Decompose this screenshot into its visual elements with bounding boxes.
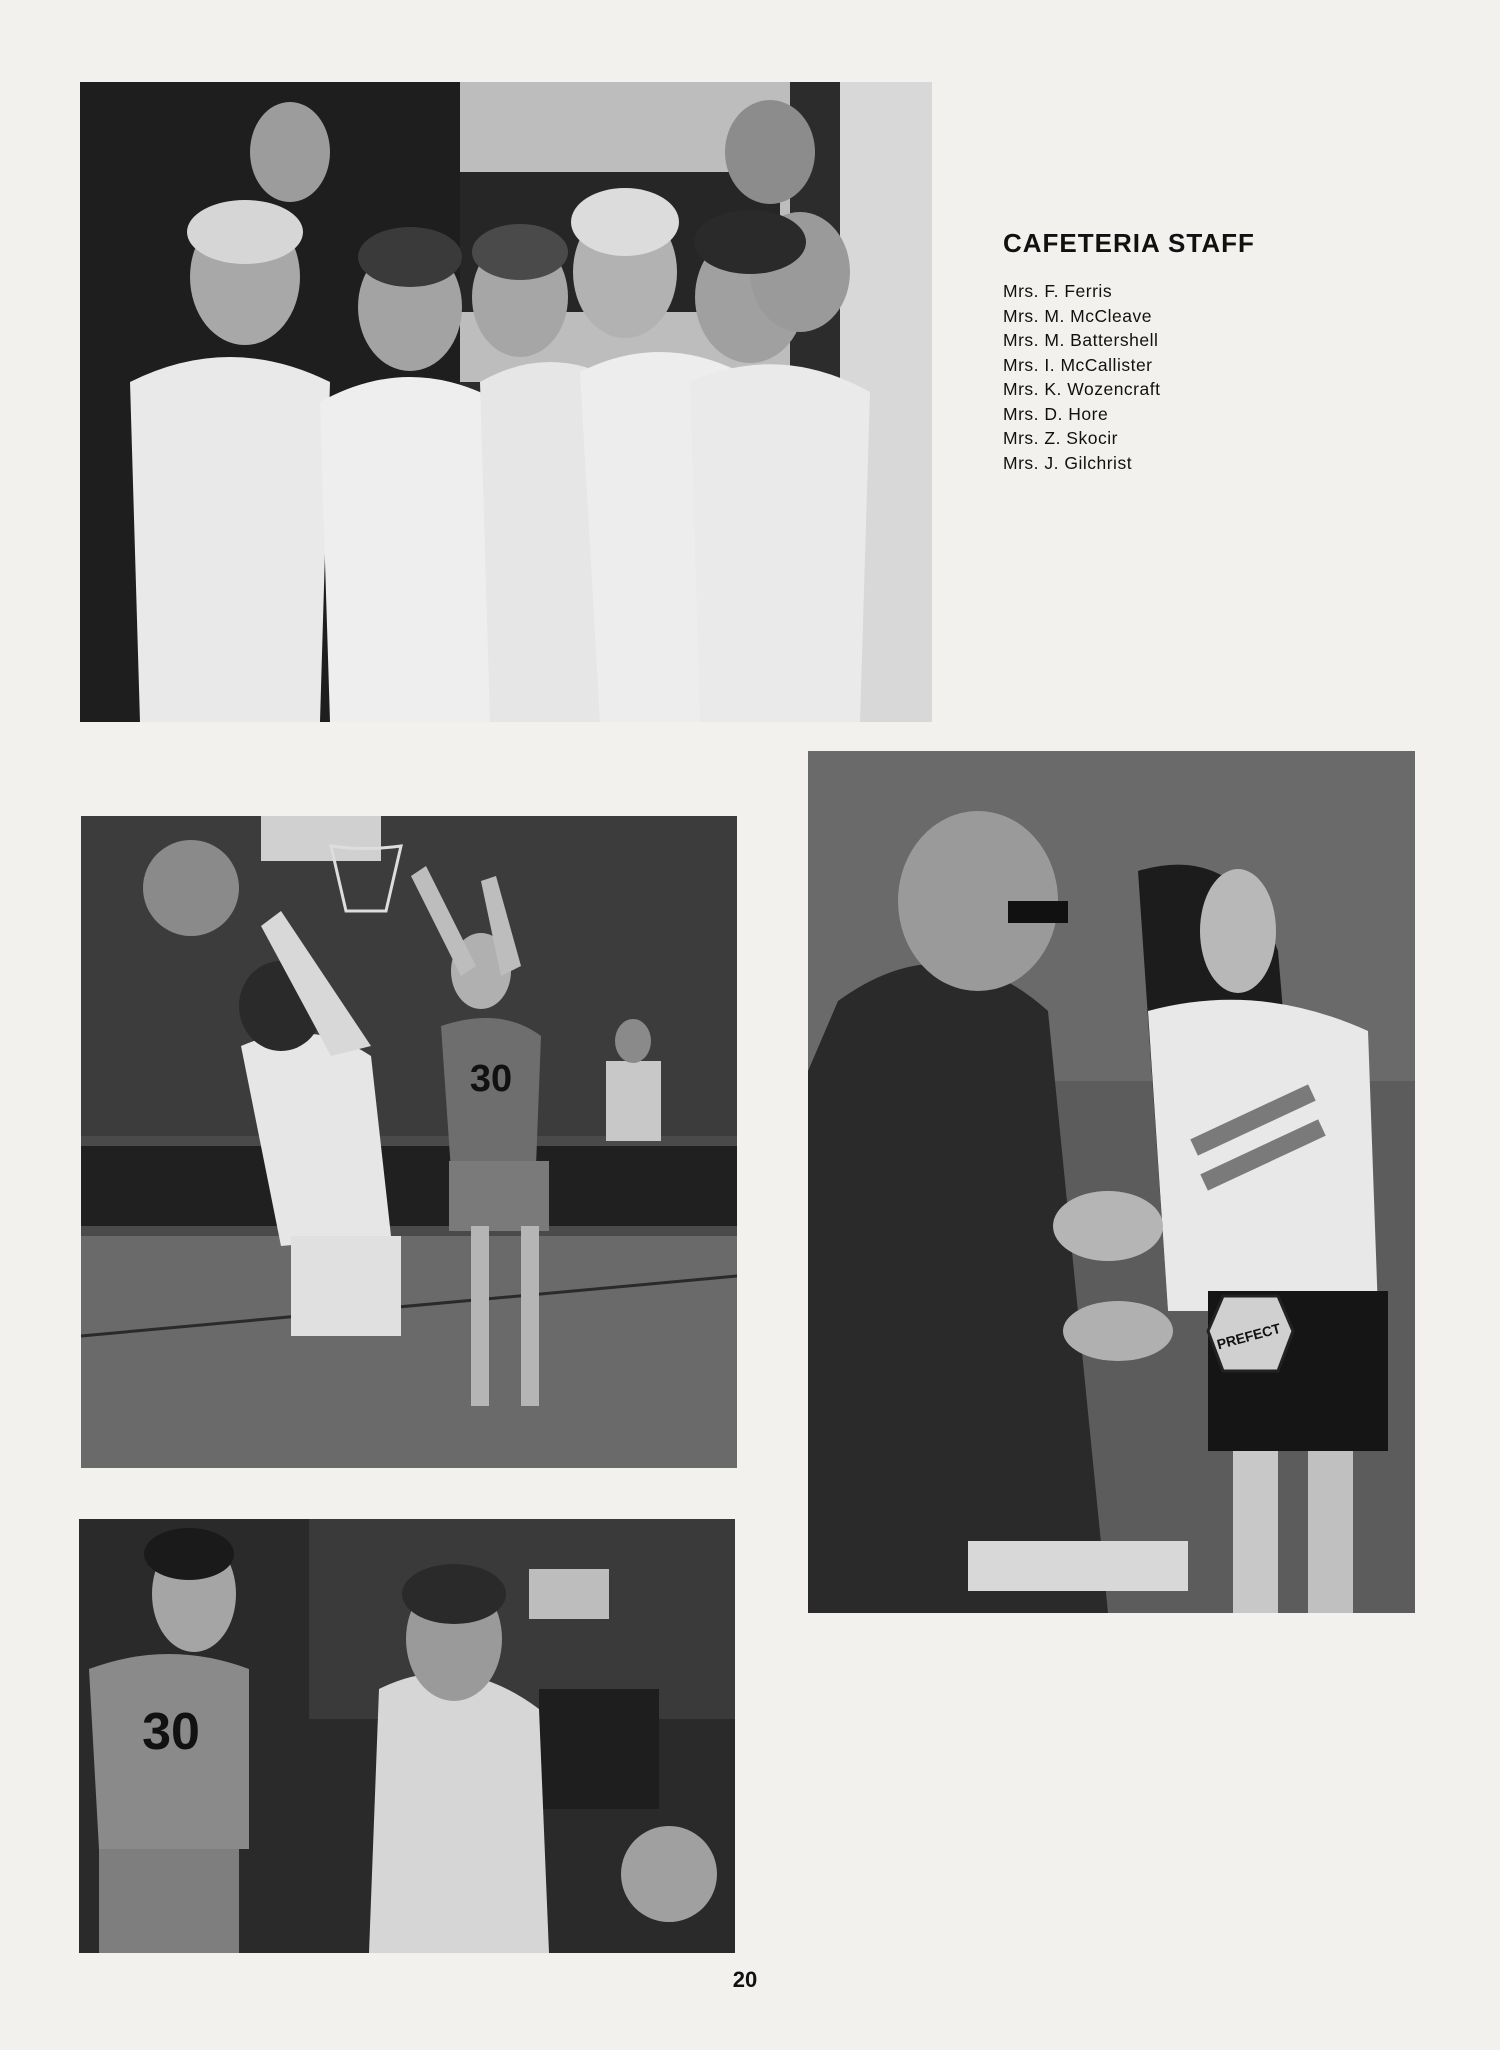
cafeteria-staff-photo (80, 82, 932, 722)
staff-name: Mrs. F. Ferris (1003, 281, 1113, 301)
cafeteria-staff-image (80, 82, 932, 722)
basketball-image-2 (79, 1519, 735, 1953)
staff-name: Mrs. K. Wozencraft (1003, 379, 1161, 399)
basketball-photo-1 (81, 816, 737, 1468)
jersey-number: 30 (469, 1058, 513, 1100)
basketball-image-1 (81, 816, 737, 1468)
staff-name: Mrs. D. Hore (1003, 403, 1109, 424)
staff-name: Mrs. J. Gilchrist (1003, 452, 1133, 473)
staff-name: Mrs. Z. Skocir (1003, 428, 1118, 448)
caption-title: CAFETERIA STAFF (1003, 228, 1255, 258)
handshake-image (808, 751, 1415, 1613)
basketball-photo-2 (79, 1519, 735, 1953)
handshake-photo (808, 751, 1415, 1613)
patch-text: PREFECT (1215, 1319, 1283, 1353)
jersey-number: 30 (142, 1703, 200, 1761)
staff-name-list (1003, 279, 1403, 475)
staff-name: Mrs. I. McCallister (1003, 354, 1153, 375)
staff-caption (1003, 228, 1403, 475)
page-number: 20 (732, 1967, 758, 1992)
staff-name: Mrs. M. McCleave (1003, 305, 1152, 326)
staff-name: Mrs. M. Battershell (1003, 330, 1159, 350)
